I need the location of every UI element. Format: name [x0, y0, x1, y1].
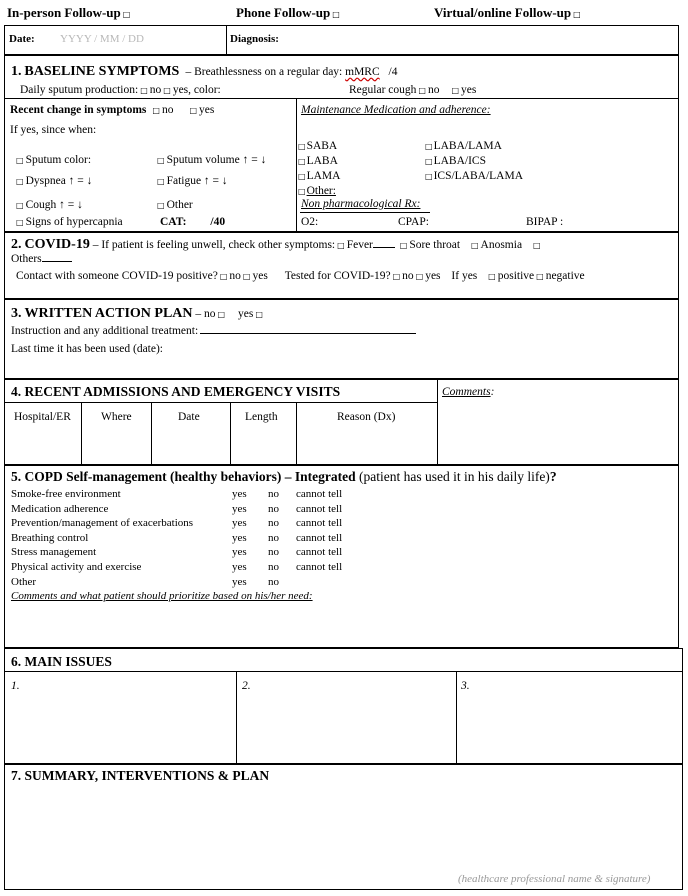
checkbox[interactable]: □: [532, 241, 541, 250]
checkbox[interactable]: □: [122, 10, 131, 19]
med-ics-laba-lama[interactable]: □ICS/LABA/LAMA: [425, 170, 524, 182]
checkbox[interactable]: □: [140, 86, 148, 95]
checkbox[interactable]: □: [242, 272, 251, 281]
admissions-comments: Comments:: [442, 386, 495, 398]
issue-1[interactable]: 1.: [11, 680, 20, 692]
behavior-label: Medication adherence: [11, 502, 109, 515]
checkbox[interactable]: □: [451, 86, 460, 95]
checkbox[interactable]: □: [573, 10, 581, 19]
sputum-line: Daily sputum production: □ no □ yes, color:: [20, 84, 221, 96]
checkbox[interactable]: □: [189, 106, 198, 115]
maintenance-medication-label: Maintenance Medication and adherence:: [301, 104, 491, 116]
checkbox[interactable]: □: [152, 106, 160, 115]
date-field[interactable]: YYYY / MM / DD: [60, 33, 144, 45]
instruction-line: Instruction and any additional treatment:: [11, 325, 416, 337]
behaviors-labels: [11, 487, 193, 589]
med-saba[interactable]: □SABA: [298, 140, 338, 152]
behavior-label: Prevention/management of exacerbations: [11, 517, 194, 530]
med-laba-lama[interactable]: □LABA/LAMA: [425, 140, 502, 152]
issue-2[interactable]: 2.: [242, 680, 251, 692]
cough-change[interactable]: □ Cough ↑ = ↓: [16, 199, 83, 211]
covid-line3: Contact with someone COVID-19 positive? □ no □ yes Tested for COVID-19? □ no □ yes If yes □ positive □ negative: [16, 270, 585, 282]
checkbox[interactable]: □: [392, 272, 401, 281]
checkbox[interactable]: □: [255, 310, 263, 319]
main-issues-title: 6. MAIN ISSUES: [11, 654, 112, 669]
behavior-label: Breathing control: [11, 531, 89, 544]
med-lama[interactable]: □LAMA: [298, 170, 341, 182]
phone-followup[interactable]: Phone Follow-up □: [236, 5, 340, 20]
sputum-volume[interactable]: □ Sputum volume ↑ = ↓: [157, 154, 267, 166]
nonpharm-label: Non pharmacological Rx:: [301, 198, 421, 210]
med-list-left: [298, 139, 340, 199]
sputum-color[interactable]: □ Sputum color:: [16, 154, 92, 166]
col-date: Date: [178, 411, 200, 423]
checkbox[interactable]: □: [332, 10, 340, 19]
behavior-label: Other: [11, 575, 37, 588]
virtual-followup[interactable]: Virtual/online Follow-up □: [434, 5, 581, 20]
checkbox[interactable]: □: [163, 86, 171, 95]
col-hospital: Hospital/ER: [14, 411, 71, 423]
self-management-comments: Comments and what patient should prioritize based on his/her need:: [11, 590, 313, 602]
col-reason: Reason (Dx): [337, 411, 396, 423]
checkbox[interactable]: □: [536, 272, 544, 281]
cat-score: CAT: /40: [160, 216, 226, 228]
self-management-title: 5. COPD Self-management (healthy behaviors) – Integrated (patient has used it in his daily life)?: [11, 469, 557, 484]
cough-line: Regular cough □ no □ yes: [349, 84, 477, 96]
recent-change-line: Recent change in symptoms □ no □ yes: [10, 104, 215, 116]
med-laba[interactable]: □LABA: [298, 155, 338, 167]
checkbox[interactable]: □: [219, 272, 228, 281]
covid-others: Others: [11, 253, 72, 265]
diagnosis-field[interactable]: [300, 28, 675, 52]
med-list-right: [425, 139, 523, 184]
signature-label: (healthcare professional name & signature): [458, 873, 651, 885]
behaviors-no[interactable]: no no no no no no no: [268, 488, 279, 588]
checkbox[interactable]: □: [488, 272, 496, 281]
since-when: If yes, since when:: [10, 124, 97, 136]
checkbox[interactable]: □: [470, 241, 479, 250]
behavior-label: Physical activity and exercise: [11, 560, 142, 573]
date-label: Date:: [9, 33, 35, 45]
med-other[interactable]: □Other:: [298, 185, 336, 197]
checkbox[interactable]: □: [399, 241, 408, 250]
other-symptom[interactable]: □ Other: [157, 199, 193, 211]
s1-title-line: 1. BASELINE SYMPTOMS – Breathlessness on a regular day: mMRC /4: [11, 64, 398, 79]
checkbox[interactable]: □: [418, 86, 426, 95]
checkbox[interactable]: □: [415, 272, 424, 281]
fatigue[interactable]: □ Fatigue ↑ = ↓: [157, 175, 228, 187]
hypercapnia[interactable]: □ Signs of hypercapnia: [16, 216, 123, 228]
behaviors-cannot-tell[interactable]: cannot tell cannot tell cannot tell cannot tell cannot tell cannot tell: [296, 488, 343, 573]
inperson-followup[interactable]: In-person Follow-up □: [7, 5, 131, 20]
covid-line1: 2. COVID-19 – If patient is feeling unwell, check other symptoms: □ Fever □ Sore throat □ Anosmia □: [11, 237, 541, 252]
bipap-field[interactable]: BIPAP :: [526, 216, 564, 228]
col-where: Where: [101, 411, 132, 423]
behavior-label: Smoke-free environment: [11, 488, 121, 500]
last-used-line: Last time it has been used (date):: [11, 343, 164, 355]
diagnosis-label: Diagnosis:: [230, 33, 279, 45]
summary-title: 7. SUMMARY, INTERVENTIONS & PLAN: [11, 768, 270, 783]
behavior-label: Stress management: [11, 546, 97, 559]
issue-3[interactable]: 3.: [461, 680, 470, 692]
o2-field[interactable]: O2:: [301, 216, 319, 228]
admissions-title: 4. RECENT ADMISSIONS AND EMERGENCY VISITS: [11, 384, 341, 399]
med-laba-ics[interactable]: □LABA/ICS: [425, 155, 486, 167]
col-length: Length: [245, 411, 278, 423]
checkbox[interactable]: □: [217, 310, 226, 319]
checkbox[interactable]: □: [337, 241, 345, 250]
cpap-field[interactable]: CPAP:: [398, 216, 429, 228]
behaviors-yes[interactable]: yes yes yes yes yes yes yes: [232, 488, 247, 588]
dyspnea[interactable]: □ Dyspnea ↑ = ↓: [16, 175, 93, 187]
action-plan-title: 3. WRITTEN ACTION PLAN – no □ yes □: [11, 306, 263, 321]
